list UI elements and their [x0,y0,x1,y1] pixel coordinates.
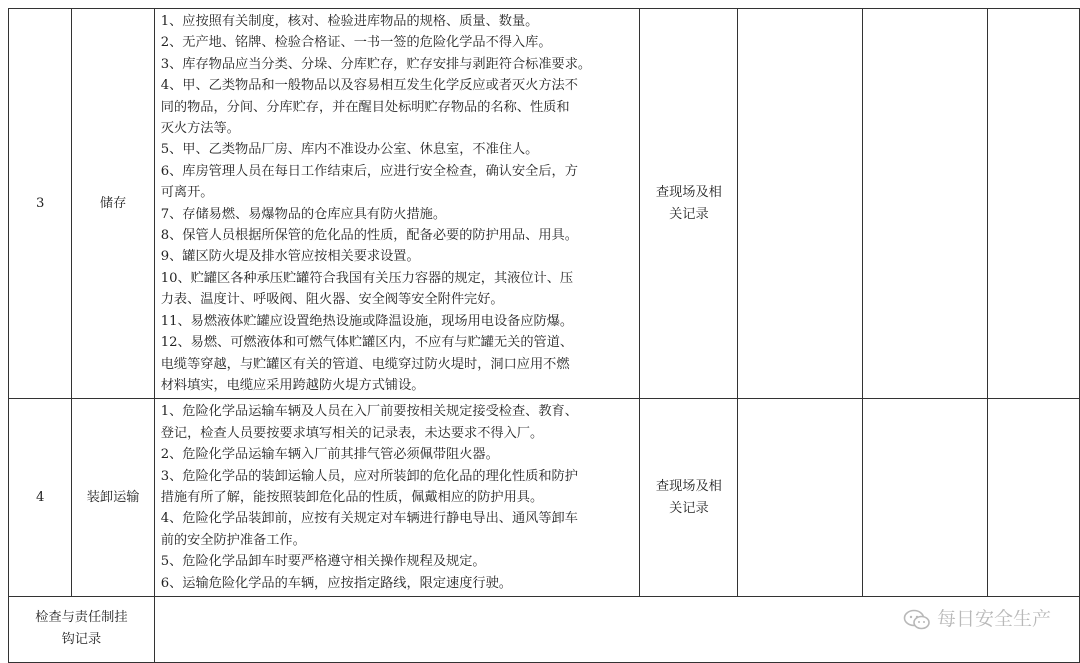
table-row [9,399,1080,597]
content-line: 5、危险化学品卸车时要严格遵守相关操作规程及规定。 [160,554,486,570]
method-line: 查现场及相 [655,478,722,494]
empty-cell [738,9,863,399]
content-line: 措施有所了解，能按照装卸危化品的性质，佩戴相应的防护用具。 [160,489,544,505]
content-line: 4、甲、乙类物品和一般物品以及容易相互发生化学反应或者灭火方法不 [160,78,578,94]
watermark-text: 每日安全生产 [936,608,1051,631]
table-row [9,596,1080,662]
row-number: 3 [9,9,72,399]
content-line: 1、应按照有关制度，核对、检验进库物品的规格、质量、数量。 [160,14,539,29]
wechat-icon [903,609,931,631]
content-line: 灭火方法等。 [160,121,240,137]
content-line: 登记，检查人员要按要求填写相关的记录表，未达要求不得入厂。 [160,425,544,441]
table-row [9,9,1080,399]
empty-cell [987,9,1079,399]
inspection-method [640,9,738,399]
watermark [903,609,1051,631]
row-number: 4 [9,399,72,597]
content-line: 材料填实，电缆应采用跨越防火堤方式铺设。 [160,377,425,393]
inspection-content [154,9,640,399]
content-line: 7、存储易燃、易爆物品的仓库应具有防火措施。 [160,206,447,222]
content-line: 力表、温度计、呼吸阀、阻火器、安全阀等安全附件完好。 [160,292,504,308]
content-line: 电缆等穿越，与贮罐区有关的管道、电缆穿过防火堤时，洞口应用不燃 [160,356,570,372]
method-line: 查现场及相 [655,184,722,200]
content-line: 6、库房管理人员在每日工作结束后，应进行安全检查，确认安全后，方 [160,163,578,179]
content-line: 1、危险化学品运输车辆及人员在入厂前要按相关规定接受检查、教育、 [160,404,578,420]
record-label-line: 钩记录 [61,632,102,648]
inspection-item: 装卸运输 [72,399,154,597]
empty-cell [863,9,988,399]
empty-cell [987,399,1079,597]
content-line: 8、保管人员根据所保管的危化品的性质，配备必要的防护用品、用具。 [160,228,578,244]
content-line: 4、危险化学品装卸前，应按有关规定对车辆进行静电导出、通风等卸车 [160,511,578,527]
content-line: 2、危险化学品运输车辆入厂前其排气管必须佩带阻火器。 [160,447,499,463]
inspection-content [154,399,640,597]
method-line: 关记录 [669,206,709,222]
content-line: 6、运输危险化学品的车辆，应按指定路线，限定速度行驶。 [160,575,512,591]
content-line: 2、无产地、铭牌、检验合格证、一书一签的危险化学品不得入库。 [160,35,552,51]
content-line: 3、危险化学品的装卸运输人员，应对所装卸的危化品的理化性质和防护 [160,468,578,484]
record-body [154,596,1079,662]
empty-cell [863,399,988,597]
inspection-method [640,399,738,597]
content-line: 5、甲、乙类物品厂房、库内不准设办公室、休息室，不准住人。 [160,142,539,158]
method-line: 关记录 [669,500,709,516]
content-line: 10、贮罐区各种承压贮罐符合我国有关压力容器的规定，其液位计、压 [160,270,574,286]
content-line: 11、易燃液体贮罐应设置绝热设施或降温设施，现场用电设备应防爆。 [160,313,574,329]
record-label-line: 检查与责任制挂 [35,610,128,626]
empty-cell [738,399,863,597]
record-label [9,596,155,662]
content-line: 12、易燃、可燃液体和可燃气体贮罐区内，不应有与贮罐无关的管道、 [160,335,574,351]
inspection-item: 储存 [72,9,154,399]
content-line: 9、罐区防火堤及排水管应按相关要求设置。 [160,249,420,265]
content-line: 可离开。 [160,185,214,201]
inspection-table [8,8,1080,663]
content-line: 同的物品，分间、分库贮存，并在醒目处标明贮存物品的名称、性质和 [160,99,570,115]
content-line: 前的安全防护准备工作。 [160,532,306,548]
content-line: 3、库存物品应当分类、分垛、分库贮存，贮存安排与剥距符合标准要求。 [160,56,592,72]
